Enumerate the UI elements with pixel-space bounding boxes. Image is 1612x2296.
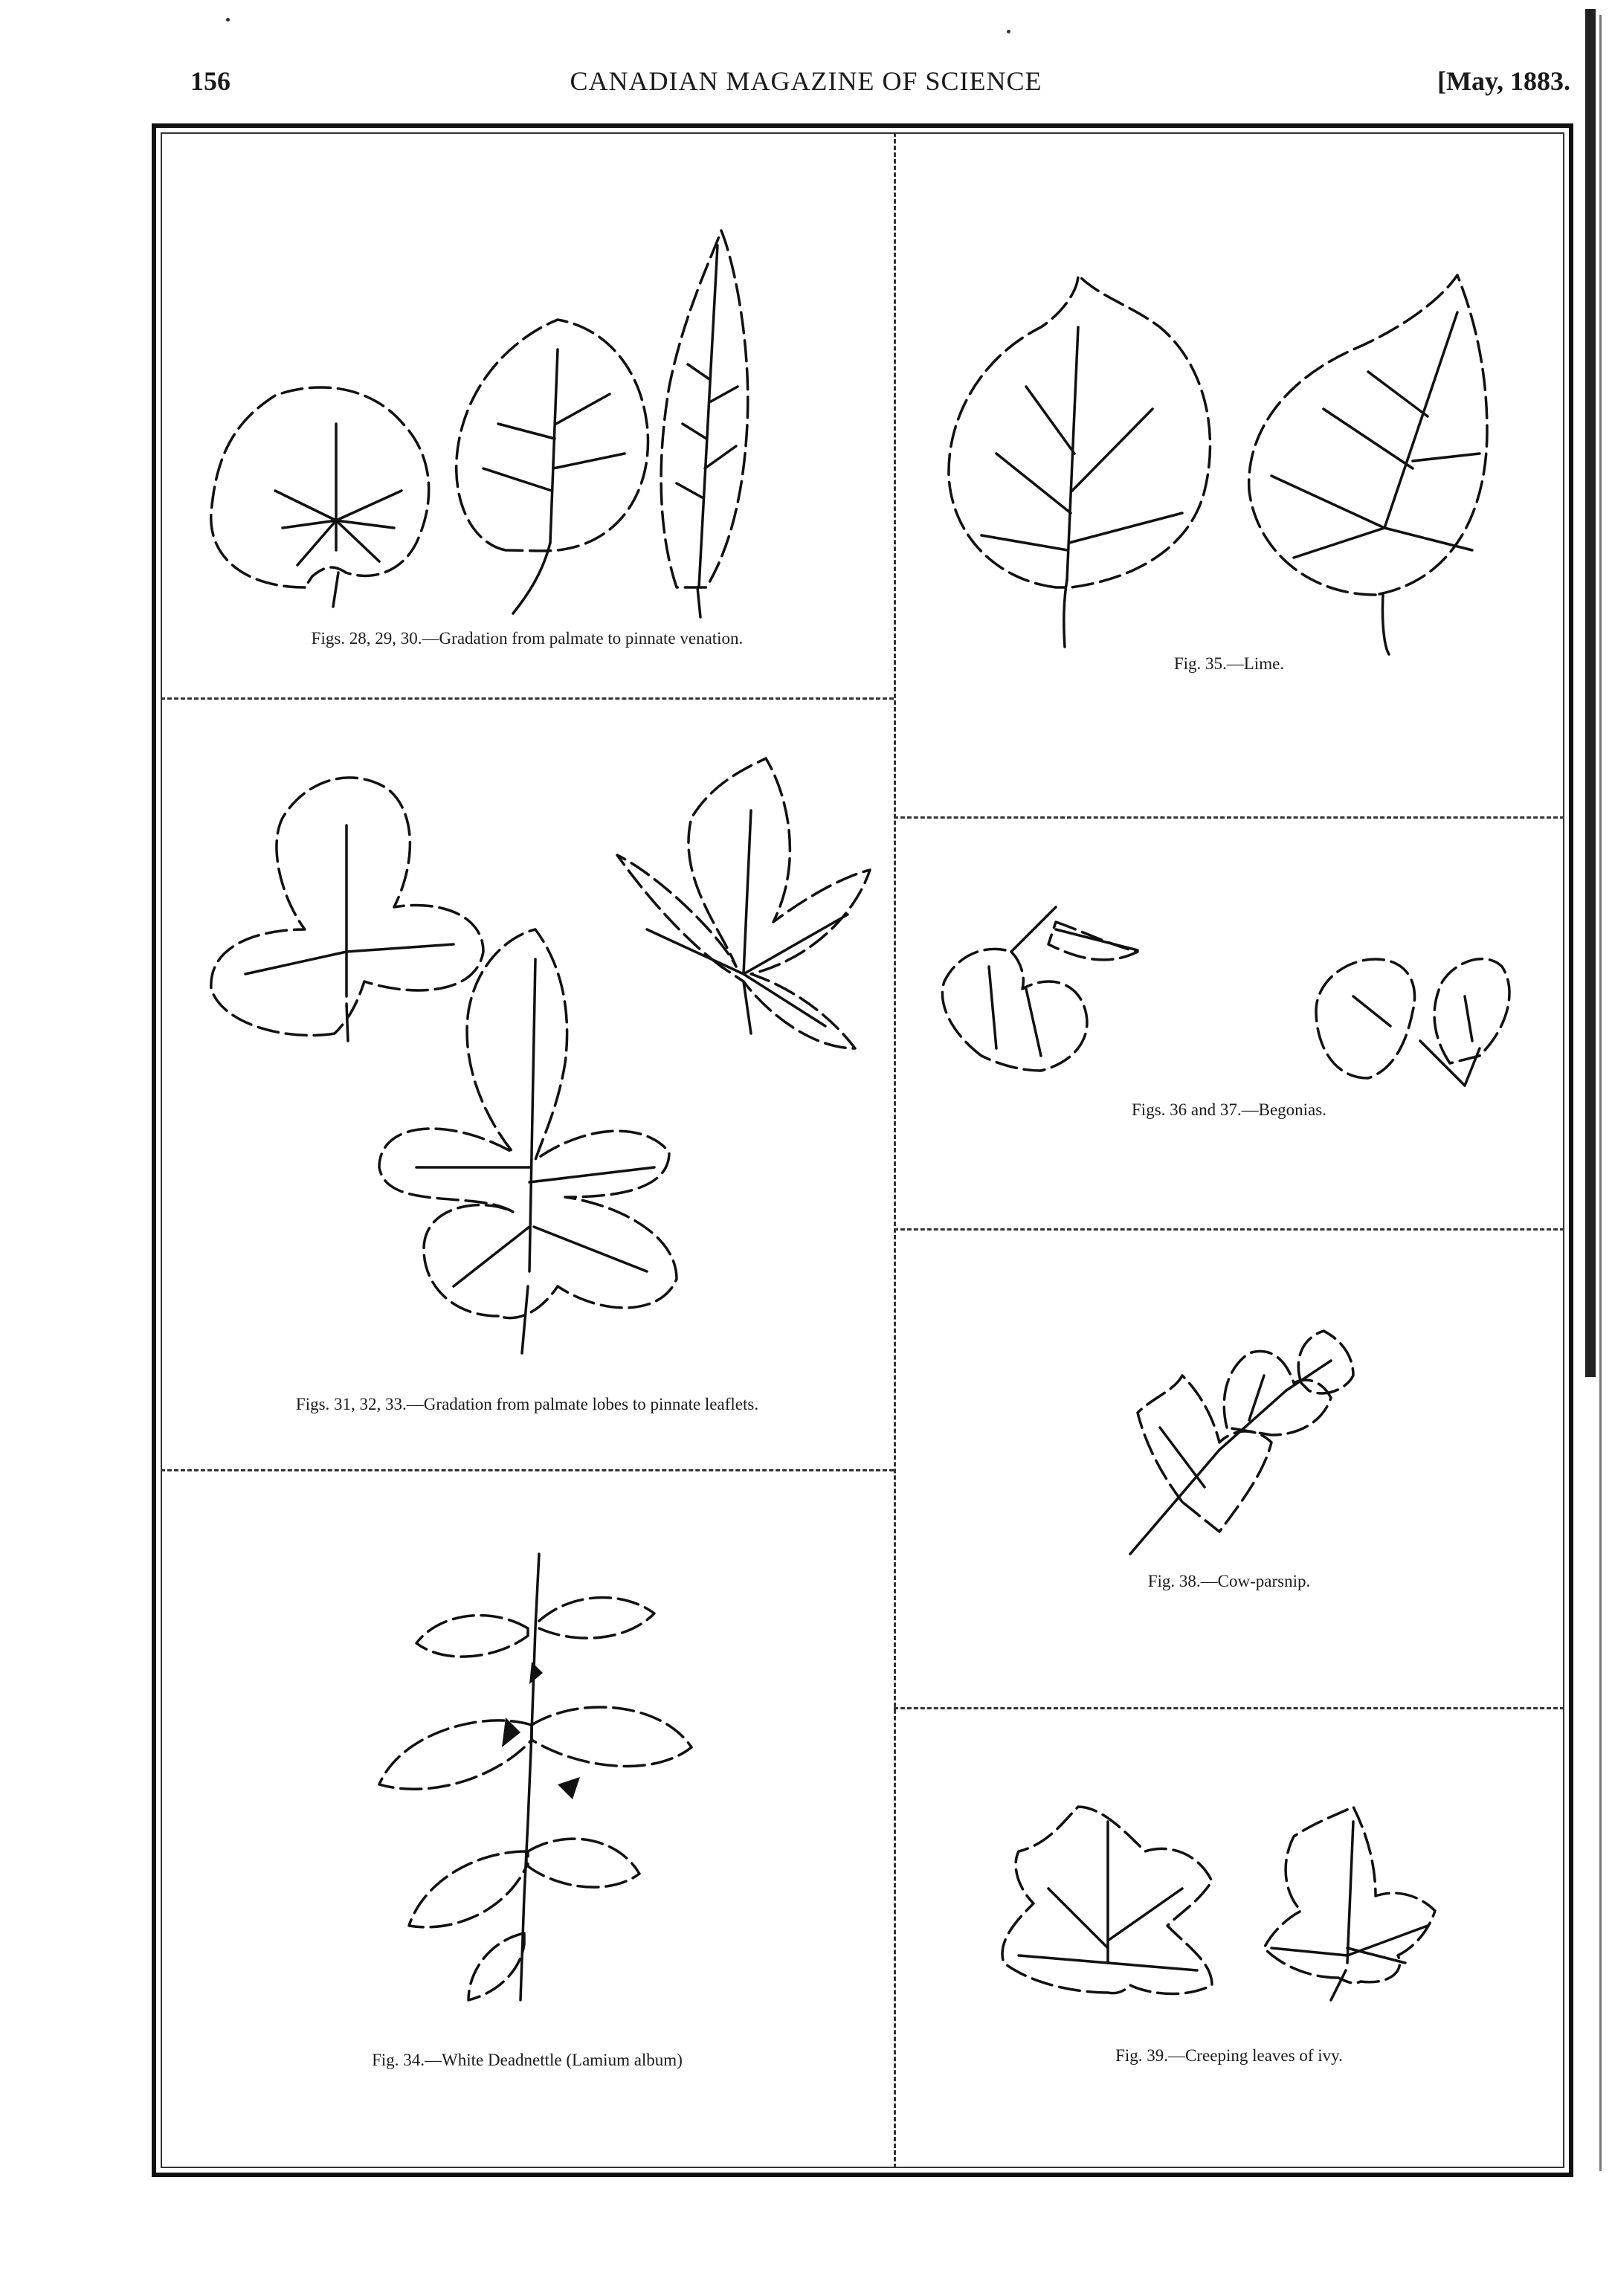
panel-divider [894, 1707, 1564, 1709]
running-title: CANADIAN MAGAZINE OF SCIENCE [570, 66, 1042, 96]
page-number: 156 [190, 66, 230, 96]
speck [226, 18, 230, 22]
ivy-leaves-figure [989, 1792, 1450, 2011]
venation-gradation-figure [201, 201, 721, 621]
figure-caption: Figs. 31, 32, 33.—Gradation from palmate lobes to pinnate leaflets. [295, 1395, 759, 1413]
figure-caption: Fig. 35.—Lime. [1173, 654, 1285, 673]
speck [1007, 30, 1010, 33]
cow-parsnip-figure [1115, 1309, 1368, 1565]
panel-divider [161, 1469, 894, 1471]
panel-divider [894, 1228, 1564, 1231]
margin-rule [1599, 15, 1602, 2171]
panel-divider [894, 816, 1564, 819]
panel-divider [161, 697, 894, 700]
figure-caption: Figs. 28, 29, 30.—Gradation from palmate to pinnate venation. [311, 629, 744, 648]
issue-date: [May, 1883. [1437, 66, 1570, 96]
white-deadnettle-figure [372, 1539, 699, 2019]
lime-leaf-figure [937, 268, 1517, 658]
page-header [0, 65, 1612, 110]
figure-caption: Figs. 36 and 37.—Begonias. [1132, 1100, 1326, 1119]
figure-caption: Fig. 38.—Cow-parsnip. [1147, 1572, 1311, 1590]
figure-caption: Fig. 39.—Creeping leaves of ivy. [1115, 2046, 1343, 2065]
margin-rule [1585, 9, 1596, 1377]
column-divider [894, 132, 896, 2168]
lobes-gradation-figure [201, 751, 870, 1364]
begonia-leaves-figure [929, 900, 1524, 1112]
figure-caption: Fig. 34.—White Deadnettle (Lamium album) [372, 2051, 683, 2069]
